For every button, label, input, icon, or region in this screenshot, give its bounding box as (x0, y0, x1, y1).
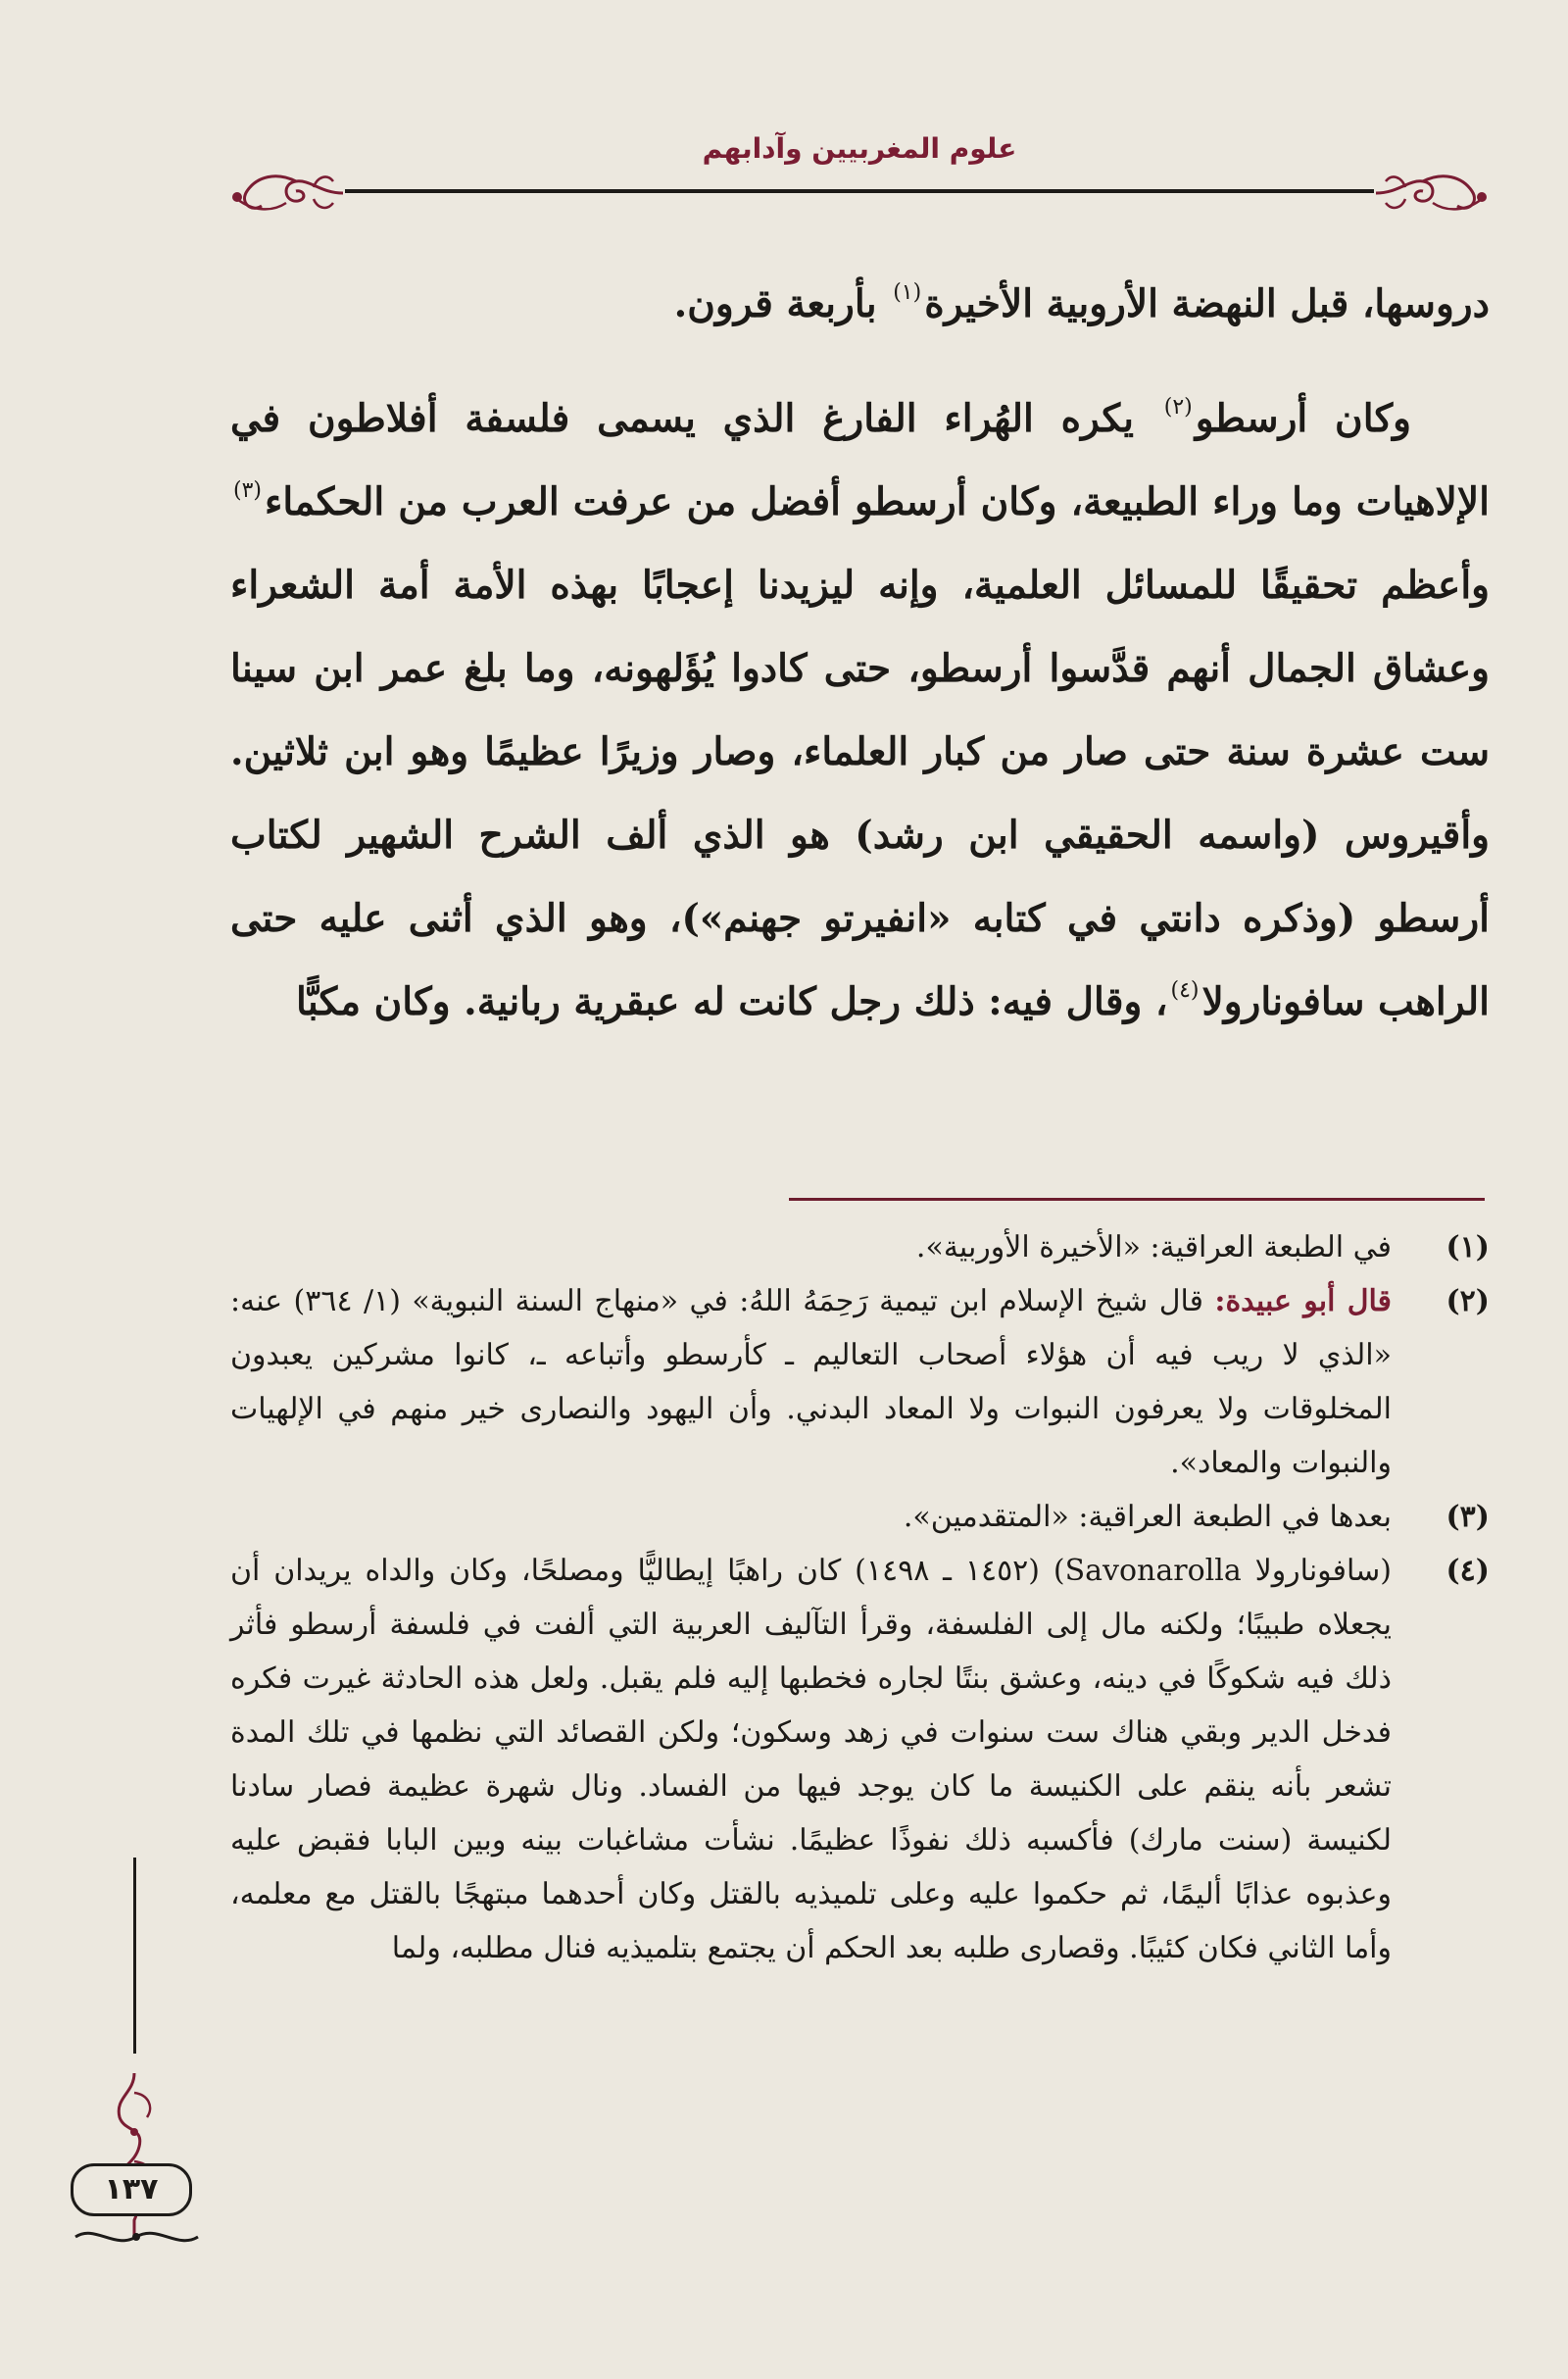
paragraph-1 (230, 263, 1490, 346)
bottom-flourish-icon (71, 2222, 203, 2252)
footnote-ref-4[interactable]: (٤) (1170, 978, 1200, 1003)
text-run: دروسها، قبل النهضة الأروبية الأخيرة (924, 281, 1490, 326)
footnote-ref-3[interactable]: (٣) (233, 478, 263, 503)
text-run: وكان أرسطو (1195, 396, 1411, 441)
side-rule (133, 1858, 136, 2054)
page-number: ١٣٧ (71, 2163, 192, 2216)
main-text (230, 263, 1490, 1044)
footnote-number: (٤) (1446, 1554, 1490, 1588)
header-rule (345, 189, 1374, 193)
footnote-number: (٢) (1446, 1284, 1490, 1318)
running-title: علوم المغربيين وآدابهم (702, 132, 1017, 165)
footnotes (230, 1220, 1490, 1975)
footnote-number: (١) (1446, 1230, 1490, 1264)
footnote-lead: قال أبو عبيدة: (1214, 1284, 1392, 1318)
footnote-1 (230, 1220, 1490, 1274)
paragraph-2 (230, 377, 1490, 1044)
right-ornament-icon (1374, 152, 1492, 225)
footnote-2 (230, 1274, 1490, 1490)
page-header (227, 132, 1492, 225)
footnote-text: (سافونارولا Savonarolla) (١٤٥٢ ـ ١٤٩٨) كان راهبًا إيطاليًّا ومصلحًا، وكان والداه يريدان أن يجعلاه طبيبًا؛ ولكنه مال إلى الفلسفة، وقرأ التآليف العربية التي ألفت في فلسفة أرسطو فأثر ذلك فيه شكوكًا في دينه، وعشق بنتًا لجاره فخطبها إليه فلم يقبل. ولعل هذه الحادثة غيرت فكره فدخل الدير وبقي هناك ست سنوات في زهد وسكون؛ ولكن القصائد التي نظمها في تلك المدة تشعر بأنه ينقم على الكنيسة ما كان يوجد فيها من الفساد. ونال شهرة عظيمة فصار سادنا لكنيسة (سنت مارك) فأكسبه ذلك نفوذًا عظيمًا. نشأت مشاغبات بينه وبين البابا فقبض عليه وعذبوه عذابًا أليمًا، ثم حكموا عليه وعلى تلميذيه بالقتل وكان أحدهما مبتهجًا بالقتل مع معلمه، وأما الثاني فكان كئيبًا. وقصارى طلبه بعد الحكم أن يجتمع بتلميذيه فنال مطلبه، ولما (230, 1554, 1392, 1965)
footnote-text: بعدها في الطبعة العراقية: «المتقدمين». (903, 1500, 1392, 1534)
footnote-3 (230, 1490, 1490, 1544)
text-run: ، وقال فيه: ذلك رجل كانت له عبقرية ربانية. وكان مكبًّا (295, 979, 1168, 1024)
footnote-text: قال شيخ الإسلام ابن تيمية رَحِمَهُ اللهُ: في «منهاج السنة النبوية» (١/ ٣٦٤) عنه: «الذي لا ريب فيه أن هؤلاء أصحاب التعاليم ـ كأرسطو وأتباعه ـ، كانوا مشركين يعبدون المخلوقات ولا يعرفون النبوات ولا المعاد البدني. وأن اليهود والنصارى خير منهم في الإلهيات والنبوات والمعاد». (230, 1284, 1392, 1480)
text-run: بأربعة قرون. (673, 281, 891, 326)
footnote-text: في الطبعة العراقية: «الأخيرة الأوربية». (915, 1230, 1392, 1264)
footnote-4 (230, 1544, 1490, 1975)
text-run: يكره الهُراء الفارغ الذي يسمى فلسفة أفلاطون في الإلاهيات وما وراء الطبيعة، وكان أرسطو أفضل من عرفت العرب من الحكماء (230, 396, 1490, 524)
footnote-ref-2[interactable]: (٢) (1163, 395, 1193, 420)
footnote-separator (789, 1198, 1485, 1201)
footnote-ref-1[interactable]: (١) (893, 280, 922, 305)
text-run: وأعظم تحقيقًا للمسائل العلمية، وإنه ليزيدنا إعجابًا بهذه الأمة أمة الشعراء وعشاق الجمال أنهم قدَّسوا أرسطو، حتى كادوا يُؤَلهونه، وما بلغ عمر ابن سينا ست عشرة سنة حتى صار من كبار العلماء، وصار وزيرًا عظيمًا وهو ابن ثلاثين. وأقيروس (واسمه الحقيقي ابن رشد) هو الذي ألف الشرح الشهير لكتاب أرسطو (وذكره دانتي في كتابه «انفيرتو جهنم»)، وهو الذي أثنى عليه حتى الراهب سافونارولا (230, 563, 1490, 1024)
footnote-number: (٣) (1446, 1500, 1490, 1534)
page-number-ornament (61, 1858, 208, 2279)
